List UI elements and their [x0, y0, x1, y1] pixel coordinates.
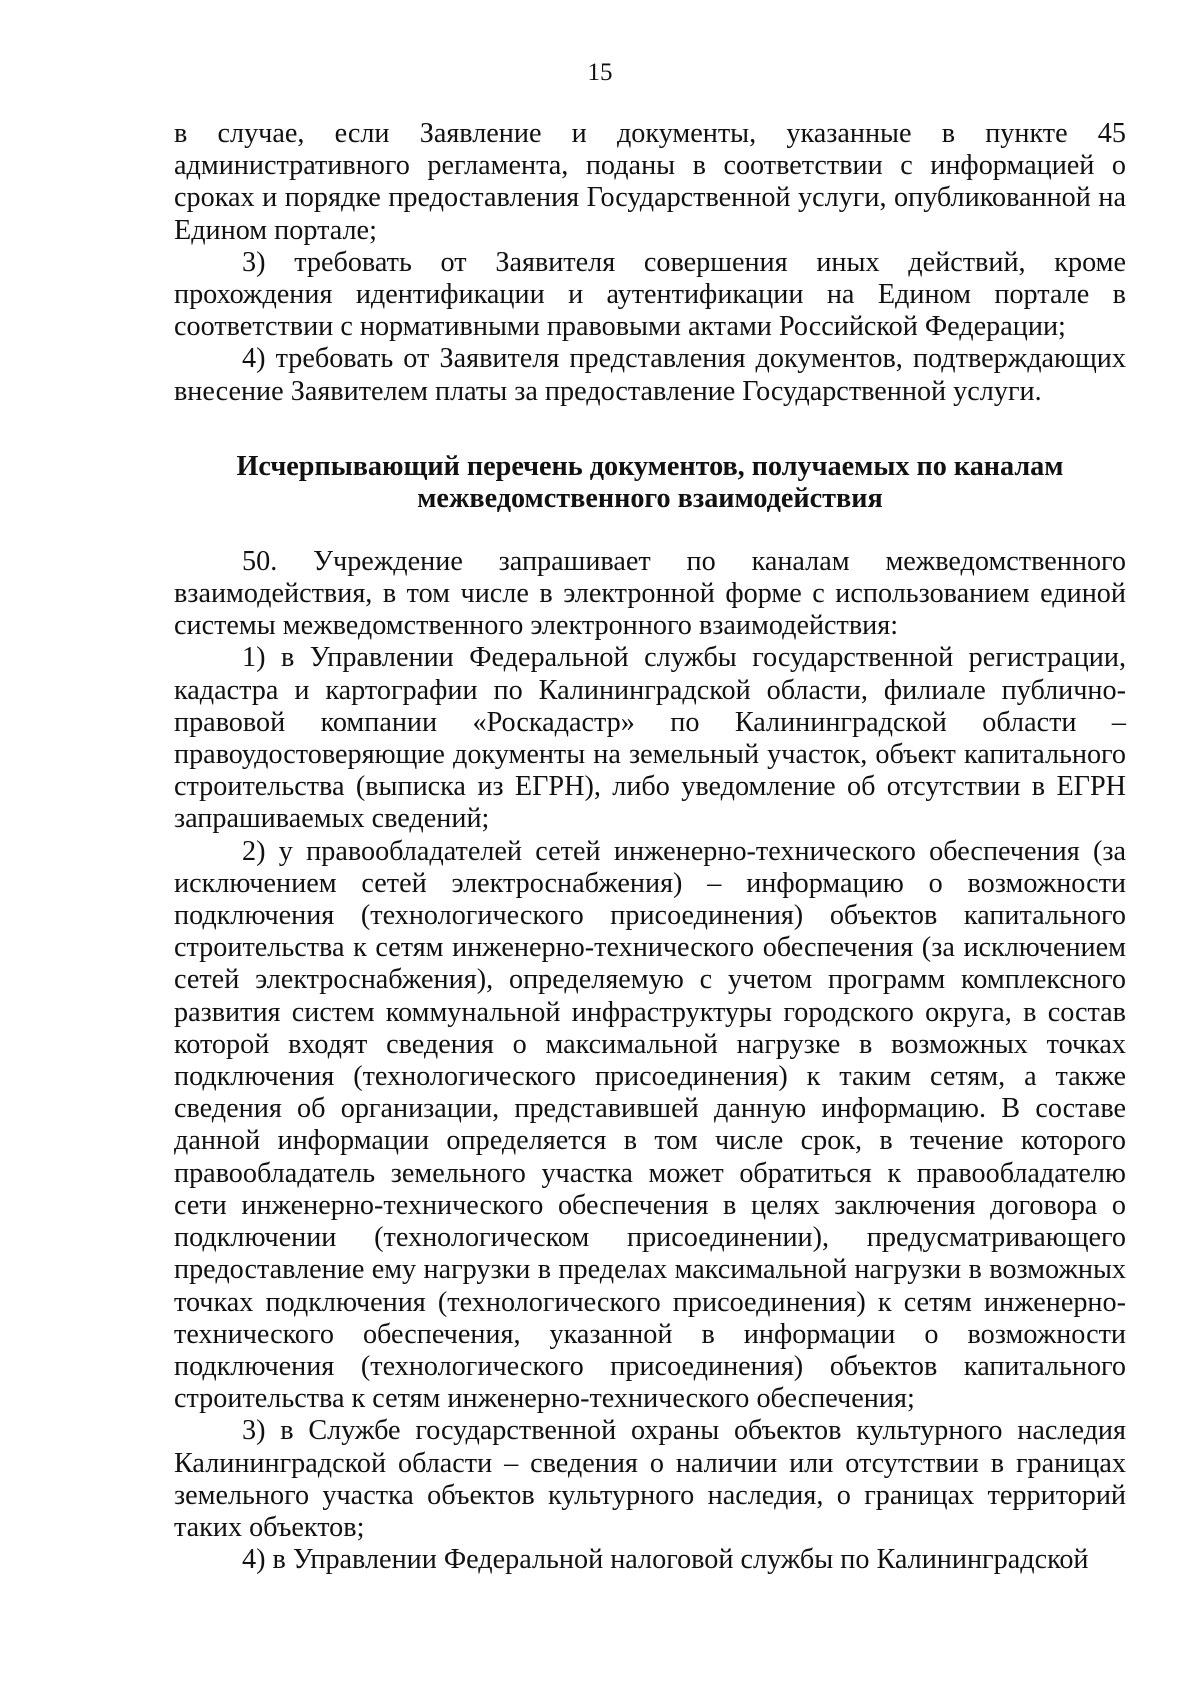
page-number: 15: [587, 59, 613, 86]
document-body: [174, 118, 1126, 1576]
paragraph-clause-50-item-3: 3) в Службе государственной охраны объектов культурного наследия Калининградской области – сведения о наличии или отсутствии в границах земельного участка объектов культурного наследия, о границах территорий таких объектов;: [174, 1415, 1126, 1543]
section-heading: [174, 451, 1126, 516]
paragraph-clause-50-item-4: 4) в Управлении Федеральной налоговой службы по Калининградской: [242, 1544, 1089, 1576]
section-heading-line-2: межведомственного взаимодействия: [417, 483, 883, 515]
paragraph-continuation: в случае, если Заявление и документы, указанные в пункте 45 административного регламента, поданы в соответствии с информацией о сроках и порядке предоставления Государственной услуги, опубликованной на Едином портале;: [174, 118, 1126, 246]
paragraph-item-3: 3) требовать от Заявителя совершения иных действий, кроме прохождения идентификации и аутентификации на Едином портале в соответствии с нормативными правовыми актами Российской Федерации;: [174, 246, 1126, 343]
paragraph-item-4: 4) требовать от Заявителя представления документов, подтверждающих внесение Заявителем платы за предоставление Государственной услуги.: [174, 343, 1126, 407]
section-heading-line-1: Исчерпывающий перечень документов, получаемых по каналам: [236, 450, 1064, 482]
paragraph-clause-50-item-2: 2) у правообладателей сетей инженерно-технического обеспечения (за исключением сетей электроснабжения) – информацию о возможности подключения (технологического присоединения) объектов капитального строительства к сетям инженерно-технического обеспечения (за исключением сетей электроснабжения), определяемую с учетом программ комплексного развития систем коммунальной инфраструктуры городского округа, в состав которой входят сведения о максимальной нагрузке в возможных точках подключения (технологического присоединения) к таким сетям, а также сведения об организации, представившей данную информацию. В составе данной информации определяется в том числе срок, в течение которого правообладатель земельного участка может обратиться к правообладателю сети инженерно-технического обеспечения в целях заключения договора о подключении (технологическом присоединении), предусматривающего предоставление ему нагрузки в пределах максимальной нагрузки в возможных точках подключения (технологического присоединения) к сетям инженерно-технического обеспечения, указанной в информации о возможности подключения (технологического присоединения) объектов капитального строительства к сетям инженерно-технического обеспечения;: [174, 835, 1126, 1415]
paragraph-clause-50: 50. Учреждение запрашивает по каналам межведомственного взаимодействия, в том числе в электронной форме с использованием единой системы межведомственного электронного взаимодействия:: [174, 545, 1126, 642]
paragraph-clause-50-item-1: 1) в Управлении Федеральной службы государственной регистрации, кадастра и картографии по Калининградской области, филиале публично-правовой компании «Роскадастр» по Калининградской области – правоудостоверяющие документы на земельный участок, объект капитального строительства (выписка из ЕГРН), либо уведомление об отсутствии в ЕГРН запрашиваемых сведений;: [174, 642, 1126, 835]
